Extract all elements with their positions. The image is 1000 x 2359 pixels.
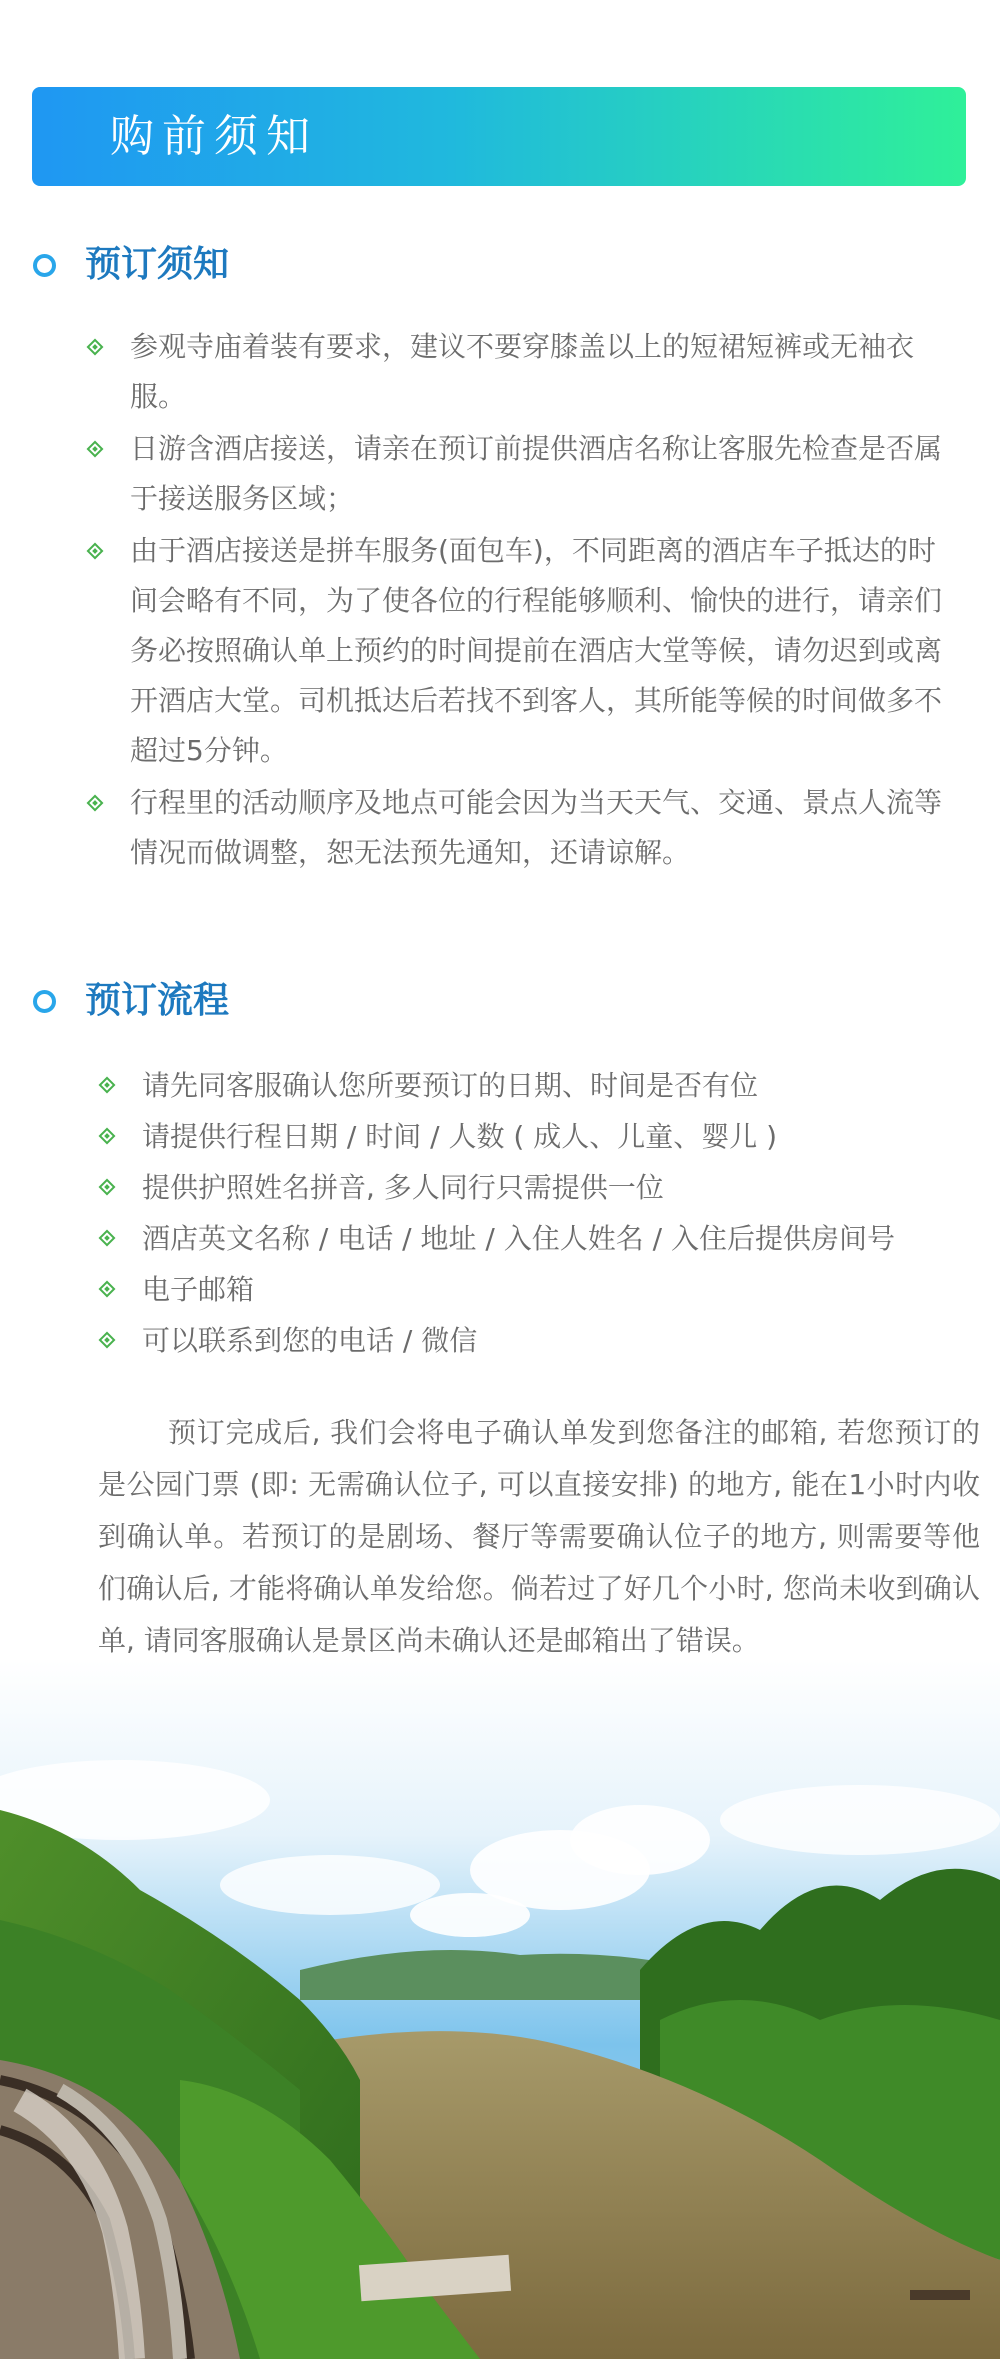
ring-icon [33, 990, 56, 1013]
list-item [86, 778, 946, 878]
diamond-bullet-icon [87, 543, 104, 560]
booking-process-list [98, 1060, 978, 1366]
list-item-text: 请先同客服确认您所要预订的日期、时间是否有位 [142, 1069, 759, 1102]
diamond-bullet-icon [87, 795, 104, 812]
list-item-text: 提供护照姓名拼音, 多人同行只需提供一位 [142, 1171, 664, 1204]
list-item-text: 请提供行程日期 / 时间 / 人数 ( 成人、儿童、婴儿 ) [142, 1120, 778, 1153]
list-item [98, 1162, 978, 1213]
list-item [98, 1264, 978, 1315]
diamond-bullet-icon [99, 1230, 116, 1247]
list-item-text: 电子邮箱 [142, 1273, 255, 1306]
list-item [86, 322, 946, 422]
diamond-bullet-icon [99, 1128, 116, 1145]
diamond-bullet-icon [99, 1281, 116, 1298]
list-item [98, 1060, 978, 1111]
section-title: 预订须知 [85, 244, 230, 285]
header-banner [32, 87, 966, 186]
list-item [86, 526, 946, 776]
banner-title: 购前须知 [110, 111, 318, 162]
scenic-photo [0, 1660, 1000, 2359]
list-item-text: 日游含酒店接送，请亲在预订前提供酒店名称让客服先检查是否属于接送服务区域； [130, 432, 943, 515]
list-item [98, 1315, 978, 1366]
list-item-text: 行程里的活动顺序及地点可能会因为当天天气、交通、景点人流等情况而做调整，恕无法预先通知，还请谅解。 [130, 786, 943, 869]
list-item [98, 1213, 978, 1264]
diamond-bullet-icon [87, 441, 104, 458]
diamond-bullet-icon [99, 1077, 116, 1094]
section-title: 预订流程 [85, 980, 230, 1021]
diamond-bullet-icon [99, 1179, 116, 1196]
list-item-text: 酒店英文名称 / 电话 / 地址 / 入住人姓名 / 入住后提供房间号 [142, 1222, 895, 1255]
list-item [86, 424, 946, 524]
booking-notice-list [86, 322, 946, 880]
ring-icon [33, 254, 56, 277]
diamond-bullet-icon [99, 1332, 116, 1349]
list-item-text: 参观寺庙着装有要求，建议不要穿膝盖以上的短裙短裤或无袖衣服。 [130, 330, 915, 413]
confirmation-paragraph: 预订完成后, 我们会将电子确认单发到您备注的邮箱, 若您预订的是公园门票 (即: 无需确认位子, 可以直接安排) 的地方, 能在1小时内收到确认单。若预订的是剧场、餐厅等需要确认位子的地方, 则需要等他们确认后, 才能将确认单发给您。倘若过了好几个小时, 您尚未收到确认单, 请同客服确认是景区尚未确认还是邮箱出了错误。 [98, 1416, 980, 1657]
list-item [98, 1111, 978, 1162]
list-item-text: 由于酒店接送是拼车服务(面包车)，不同距离的酒店车子抵达的时间会略有不同，为了使各位的行程能够顺利、愉快的进行，请亲们务必按照确认单上预约的时间提前在酒店大堂等候，请勿迟到或离开酒店大堂。司机抵达后若找不到客人，其所能等候的时间做多不超过5分钟。 [130, 534, 943, 767]
list-item-text: 可以联系到您的电话 / 微信 [142, 1324, 478, 1357]
diamond-bullet-icon [87, 339, 104, 356]
